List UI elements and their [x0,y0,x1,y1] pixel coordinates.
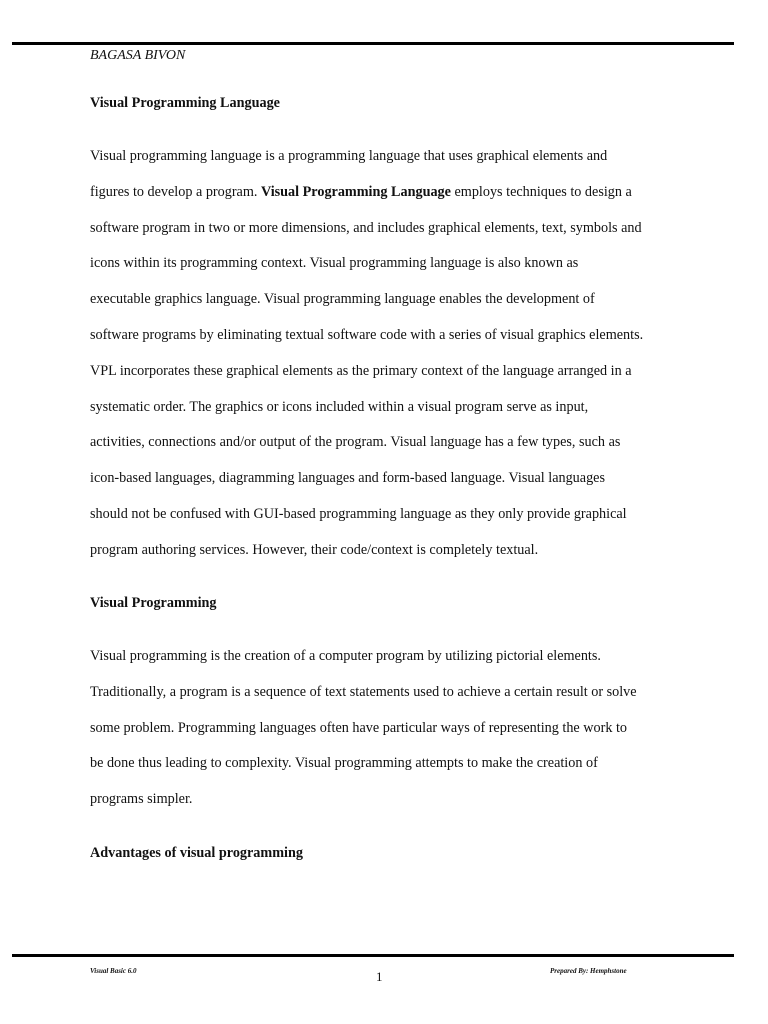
text-run: Traditionally, a program is a sequence of text statements used to achieve a certain result or solve [90,683,637,700]
footer-rule [12,954,734,957]
text-run: systematic order. The graphics or icons included within a visual program serve as input, [90,398,589,415]
page-number: 1 [376,969,383,984]
text-line [90,647,601,665]
text-run: program authoring services. However, their code/context is completely textual. [90,541,539,558]
text-run: should not be confused with GUI-based programming language as they only provide graphical [90,506,627,522]
author-name: BAGASA BIVON [90,48,186,63]
header-rule [12,42,734,45]
footer-right-text: Prepared By: Hemphstone [550,967,627,975]
text-line [90,398,588,416]
text-line [90,290,595,308]
text-run: Visual Programming Language [260,183,451,200]
text-line [90,505,627,523]
text-run: software program in two or more dimensions, and includes graphical elements, text, symbols and [90,219,642,236]
text-run: executable graphics language. Visual programming language enables the development of [90,291,595,308]
text-line [90,326,643,344]
text-line [90,183,632,201]
text-line [90,541,538,559]
text-run: some problem. Programming languages often have particular ways of representing the work to [90,719,627,736]
section-heading-visual-programming: Visual Programming [90,595,217,611]
text-line [90,362,632,380]
text-run: Visual programming language is a programming language that uses graphical elements and [90,148,608,164]
text-run: icon-based languages, diagramming languages and form-based language. Visual languages [90,470,605,487]
text-run: icons within its programming context. Visual programming language is also known as [90,255,579,272]
text-line [90,683,637,701]
text-run: Visual programming is the creation of a computer program by utilizing pictorial elements. [90,648,601,664]
text-run: activities, connections and/or output of the program. Visual language has a few types, such as [90,434,621,451]
text-run: be done thus leading to complexity. Visual programming attempts to make the creation of [90,755,598,772]
text-run: programs simpler. [90,791,193,808]
text-line [90,147,607,165]
text-line [90,754,598,772]
text-run: figures to develop a program. [90,183,261,200]
section-heading-advantages: Advantages of visual programming [90,845,303,861]
section-heading-vpl: Visual Programming Language [90,95,280,111]
text-line [90,219,642,237]
footer-left-text: Visual Basic 6.0 [90,967,137,975]
text-run: employs techniques to design a [450,183,632,200]
text-line [90,790,192,808]
text-line [90,719,627,737]
text-run: VPL incorporates these graphical elements as the primary context of the language arranged in a [90,362,632,379]
text-line [90,469,605,487]
text-line [90,254,578,272]
text-run: software programs by eliminating textual software code with a series of visual graphics elements. [90,327,644,343]
text-line [90,433,620,451]
